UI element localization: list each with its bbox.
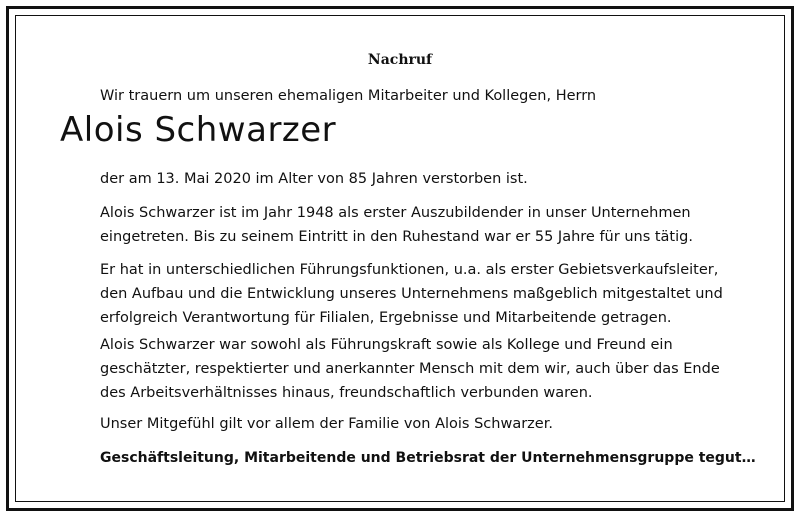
text-line: eingetreten. Bis zu seinem Eintritt in den Ruhestand war er 55 Jahre für uns tätig. [100, 229, 693, 245]
condolence-line: Unser Mitgefühl gilt vor allem der Familie von Alois Schwarzer. [100, 416, 553, 432]
intro-line: Wir trauern um unseren ehemaligen Mitarbeiter und Kollegen, Herrn [100, 88, 597, 104]
text-line: des Arbeitsverhältnisses hinaus, freundschaftlich verbunden waren. [100, 385, 593, 401]
paragraph-roles [100, 258, 760, 330]
deceased-name: Alois Schwarzer [60, 110, 337, 150]
signature-line: Geschäftsleitung, Mitarbeitende und Betriebsrat der Unternehmensgruppe tegut… [100, 450, 756, 466]
text-line: Alois Schwarzer war sowohl als Führungskraft sowie als Kollege und Freund ein [100, 337, 673, 353]
paragraph-character [100, 333, 760, 405]
notice-heading: Nachruf [367, 52, 433, 68]
text-line: Er hat in unterschiedlichen Führungsfunktionen, u.a. als erster Gebietsverkaufsleiter, [100, 262, 719, 278]
text-line: Alois Schwarzer ist im Jahr 1948 als erster Auszubildender in unser Unternehmen [100, 205, 691, 221]
text-line: erfolgreich Verantwortung für Filialen, Ergebnisse und Mitarbeitende getragen. [100, 310, 672, 326]
text-line: den Aufbau und die Entwicklung unseres Unternehmens maßgeblich mitgestaltet und [100, 286, 723, 302]
paragraph-career-start [100, 201, 760, 249]
text-line: geschätzter, respektierter und anerkannter Mensch mit dem wir, auch über das Ende [100, 361, 720, 377]
death-line: der am 13. Mai 2020 im Alter von 85 Jahren verstorben ist. [100, 171, 528, 187]
